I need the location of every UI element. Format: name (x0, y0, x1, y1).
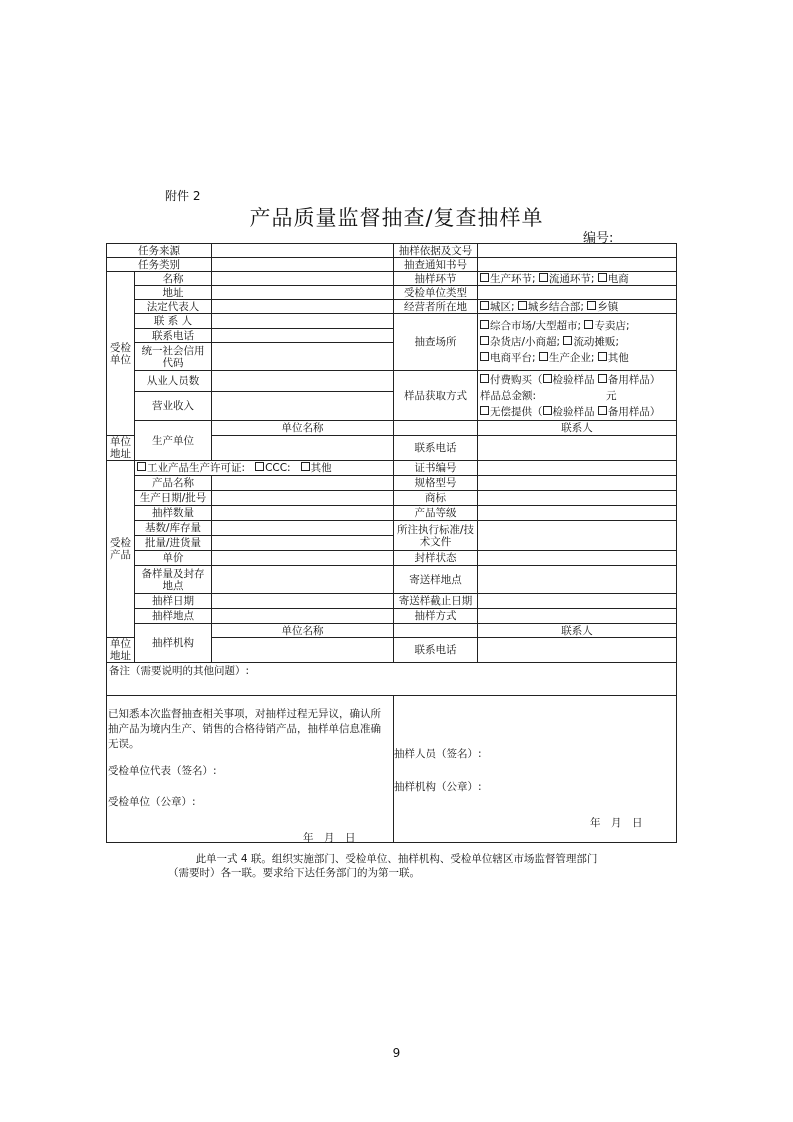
location-label: 经营者所在地 (394, 300, 478, 314)
table-row (107, 476, 677, 491)
employees-value[interactable] (212, 371, 394, 392)
seal-status-value[interactable] (478, 551, 677, 566)
checkbox-icon (543, 406, 552, 415)
sampling-basis-label: 抽样依据及文号 (394, 244, 478, 258)
agency-name-value[interactable] (394, 624, 478, 638)
unit-price-label: 单价 (135, 551, 212, 566)
table-row (107, 566, 677, 594)
task-source-value[interactable] (212, 244, 394, 258)
checkbox-ecommerce-platform[interactable]: 电商平台 (480, 352, 532, 364)
agency-contact-label: 联系人 (478, 624, 677, 638)
checkbox-specialty-store[interactable]: 专卖店 (584, 320, 626, 332)
unit-type-label: 受检单位类型 (394, 286, 478, 300)
table-row (107, 421, 677, 436)
seal-status-label: 封样状态 (394, 551, 478, 566)
sampling-place-label: 抽样地点 (135, 609, 212, 624)
checkbox-icon (518, 301, 527, 310)
contact-label: 联 系 人 (135, 314, 212, 329)
agency-address-value[interactable] (212, 638, 394, 663)
serial-number-label: 编号: (583, 231, 614, 246)
table-row (107, 258, 677, 272)
remarks-label: 备注（需要说明的其他问题）: (109, 665, 250, 677)
sample-quantity-label: 抽样数量 (135, 506, 212, 521)
cert-number-value[interactable] (478, 461, 677, 476)
checkbox-icon (584, 320, 593, 329)
inspected-unit-group-label: 受检单位 (107, 272, 135, 436)
checkbox-cert-other[interactable]: 其他 (301, 462, 332, 474)
agency-group-label: 抽样机构 (135, 624, 212, 663)
checkbox-urban[interactable]: 城区 (480, 301, 511, 313)
sample-quantity-value[interactable] (212, 506, 394, 521)
unit-name-value[interactable] (212, 272, 394, 286)
checkbox-market[interactable]: 综合市场/大型超市 (480, 320, 578, 332)
sampling-stage-label: 抽样环节 (394, 272, 478, 286)
credit-code-label: 统一社会信用代码 (135, 343, 212, 371)
checkbox-circulation-stage[interactable]: 流通环节 (539, 273, 591, 285)
sampling-method-value[interactable] (478, 609, 677, 624)
task-category-label: 任务类别 (107, 258, 212, 272)
certificate-options (135, 461, 394, 476)
trademark-value[interactable] (478, 491, 677, 506)
employees-label: 从业人员数 (135, 371, 212, 392)
model-value[interactable] (478, 476, 677, 491)
send-deadline-label: 寄送样截止日期 (394, 594, 478, 609)
send-location-label: 寄送样地点 (394, 566, 478, 594)
checkbox-icon (539, 273, 548, 282)
table-row (107, 371, 677, 392)
standard-label: 所注执行标准/技术文件 (394, 521, 478, 551)
base-stock-value[interactable] (212, 521, 394, 536)
acquisition-label: 样品获取方式 (394, 371, 478, 421)
table-row (107, 609, 677, 624)
batch-value[interactable] (212, 536, 394, 551)
contact-value[interactable] (212, 314, 394, 329)
inspected-rep-signature-label: 受检单位代表（签名）: (108, 765, 217, 777)
checkbox-production-license[interactable]: 工业产品生产许可证: (137, 462, 245, 474)
amount-label: 样品总金额: (480, 389, 537, 402)
amount-unit: 元 (606, 389, 617, 402)
producer-contact-label: 联系人 (478, 421, 677, 436)
product-grade-value[interactable] (478, 506, 677, 521)
product-group-label: 受检产品 (107, 461, 135, 638)
remarks-field[interactable] (107, 663, 677, 696)
product-name-label: 产品名称 (135, 476, 212, 491)
checkbox-free-test-sample[interactable]: 检验样品 (543, 406, 595, 418)
model-label: 规格型号 (394, 476, 478, 491)
credit-code-value[interactable] (212, 343, 394, 371)
phone-value[interactable] (212, 329, 394, 343)
venue-label: 抽查场所 (394, 314, 478, 371)
backup-sample-value[interactable] (212, 566, 394, 594)
checkbox-icon (480, 301, 489, 310)
attachment-label: 附件 2 (165, 189, 201, 203)
checkbox-venue-other[interactable]: 其他 (598, 352, 629, 364)
unit-address-label: 地址 (135, 286, 212, 300)
agency-phone-value[interactable] (478, 638, 677, 663)
notice-number-value[interactable] (478, 258, 677, 272)
checkbox-icon (480, 273, 489, 282)
checkbox-paid-test-sample[interactable]: 检验样品 (543, 374, 595, 386)
sampling-date-value[interactable] (212, 594, 394, 609)
send-location-value[interactable] (478, 566, 677, 594)
page-number: 9 (392, 1046, 401, 1060)
sampling-method-label: 抽样方式 (394, 609, 478, 624)
checkbox-paid[interactable]: 付费购买（ (480, 374, 543, 386)
sampling-form-table (106, 243, 677, 843)
unit-price-value[interactable] (212, 551, 394, 566)
revenue-label: 营业收入 (135, 392, 212, 421)
inspected-seal-label: 受检单位（公章）: (108, 796, 196, 808)
product-grade-label: 产品等级 (394, 506, 478, 521)
producer-phone-value[interactable] (478, 436, 677, 461)
venue-options: 综合市场/大型超市; 专卖店; 杂货店/小商超; 流动摊贩; 电商平台; 生产企业; 其他 (478, 314, 677, 371)
location-options: 城区; 城乡结合部; 乡镇 (478, 300, 677, 314)
agency-phone-label: 联系电话 (394, 638, 478, 663)
table-row (107, 521, 677, 536)
checkbox-paid-backup-sample[interactable]: 备用样品） (598, 374, 661, 386)
checkbox-icon (598, 374, 607, 383)
checkbox-icon (255, 462, 264, 471)
table-row (107, 594, 677, 609)
checkbox-township[interactable]: 乡镇 (587, 301, 618, 313)
table-row (107, 244, 677, 258)
checkbox-production-stage[interactable]: 生产环节 (480, 273, 532, 285)
form-title: 产品质量监督抽查/复查抽样单 (249, 206, 544, 230)
unit-type-value[interactable] (478, 286, 677, 300)
checkbox-ccc[interactable]: CCC: (255, 462, 291, 474)
table-row (107, 551, 677, 566)
sampling-stage-options: 生产环节; 流通环节; 电商 (478, 272, 677, 286)
checkbox-icon (598, 273, 607, 282)
notice-number-label: 抽查通知书号 (394, 258, 478, 272)
production-date-label: 生产日期/批号 (135, 491, 212, 506)
checkbox-urban-rural[interactable]: 城乡结合部 (518, 301, 581, 313)
task-source-label: 任务来源 (107, 244, 212, 258)
checkbox-free-backup-sample[interactable]: 备用样品） (598, 406, 661, 418)
unit-address-value[interactable] (212, 286, 394, 300)
checkbox-icon (301, 462, 310, 471)
checkbox-icon (563, 336, 572, 345)
table-row (107, 314, 677, 329)
checkbox-icon (480, 352, 489, 361)
checkbox-icon (480, 374, 489, 383)
sampling-date-label: 抽样日期 (135, 594, 212, 609)
checkbox-icon (543, 374, 552, 383)
checkbox-free[interactable]: 无偿提供（ (480, 406, 543, 418)
producer-name-label: 单位名称 (212, 421, 394, 436)
checkbox-manufacturer[interactable]: 生产企业 (539, 352, 591, 364)
checkbox-icon (480, 320, 489, 329)
producer-phone-label: 联系电话 (394, 436, 478, 461)
revenue-value[interactable] (212, 392, 394, 421)
table-row (107, 491, 677, 506)
backup-sample-label: 备样量及封存地点 (135, 566, 212, 594)
legal-rep-label: 法定代表人 (135, 300, 212, 314)
acknowledgement-statement: 已知悉本次监督抽查相关事项，对抽样过程无异议，确认所抽产品为境内生产、销售的合格待销产品，抽样单信息准确无误。 (108, 708, 381, 750)
agency-address-label: 单位地址 (107, 638, 135, 663)
task-category-value[interactable] (212, 258, 394, 272)
checkbox-icon (480, 406, 489, 415)
sampling-place-value[interactable] (212, 609, 394, 624)
base-stock-label: 基数/库存量 (135, 521, 212, 536)
producer-address-value[interactable] (212, 436, 394, 461)
agency-seal-label: 抽样机构（公章）: (394, 781, 482, 793)
sampling-basis-value[interactable] (478, 244, 677, 258)
legal-rep-value[interactable] (212, 300, 394, 314)
checkbox-icon (480, 336, 489, 345)
batch-label: 批量/进货量 (135, 536, 212, 551)
footer-note-line1: 此单一式 4 联。组织实施部门、受检单位、抽样机构、受检单位辖区市场监督管理部门 (195, 853, 598, 865)
unit-name-label: 名称 (135, 272, 212, 286)
checkbox-grocery[interactable]: 杂货店/小商超 (480, 336, 557, 348)
table-row (107, 300, 677, 314)
checkbox-icon (598, 406, 607, 415)
checkbox-icon (539, 352, 548, 361)
table-row (107, 272, 677, 286)
table-row (107, 286, 677, 300)
production-date-value[interactable] (212, 491, 394, 506)
producer-group-label: 生产单位 (135, 421, 212, 461)
table-row (107, 461, 677, 476)
table-row (107, 663, 677, 696)
footer-note-line2: （需要时）各一联。要求给下达任务部门的为第一联。 (168, 867, 420, 879)
checkbox-icon (598, 352, 607, 361)
producer-address-label: 单位地址 (107, 436, 135, 461)
table-row (107, 506, 677, 521)
product-name-value[interactable] (212, 476, 394, 491)
acquisition-options (478, 371, 677, 421)
checkbox-ecommerce-stage[interactable]: 电商 (598, 273, 629, 285)
sampler-signature-label: 抽样人员（签名）: (394, 748, 482, 760)
standard-value[interactable] (478, 521, 677, 551)
trademark-label: 商标 (394, 491, 478, 506)
inspected-date-label: 年 月 日 (303, 832, 356, 844)
table-row (107, 624, 677, 638)
agency-name-label: 单位名称 (212, 624, 394, 638)
checkbox-street-vendor[interactable]: 流动摊贩 (563, 336, 615, 348)
cert-number-label: 证书编号 (394, 461, 478, 476)
send-deadline-value[interactable] (478, 594, 677, 609)
checkbox-icon (587, 301, 596, 310)
producer-name-value[interactable] (394, 421, 478, 436)
checkbox-icon (137, 462, 146, 471)
phone-label: 联系电话 (135, 329, 212, 343)
agency-date-label: 年 月 日 (590, 817, 643, 829)
